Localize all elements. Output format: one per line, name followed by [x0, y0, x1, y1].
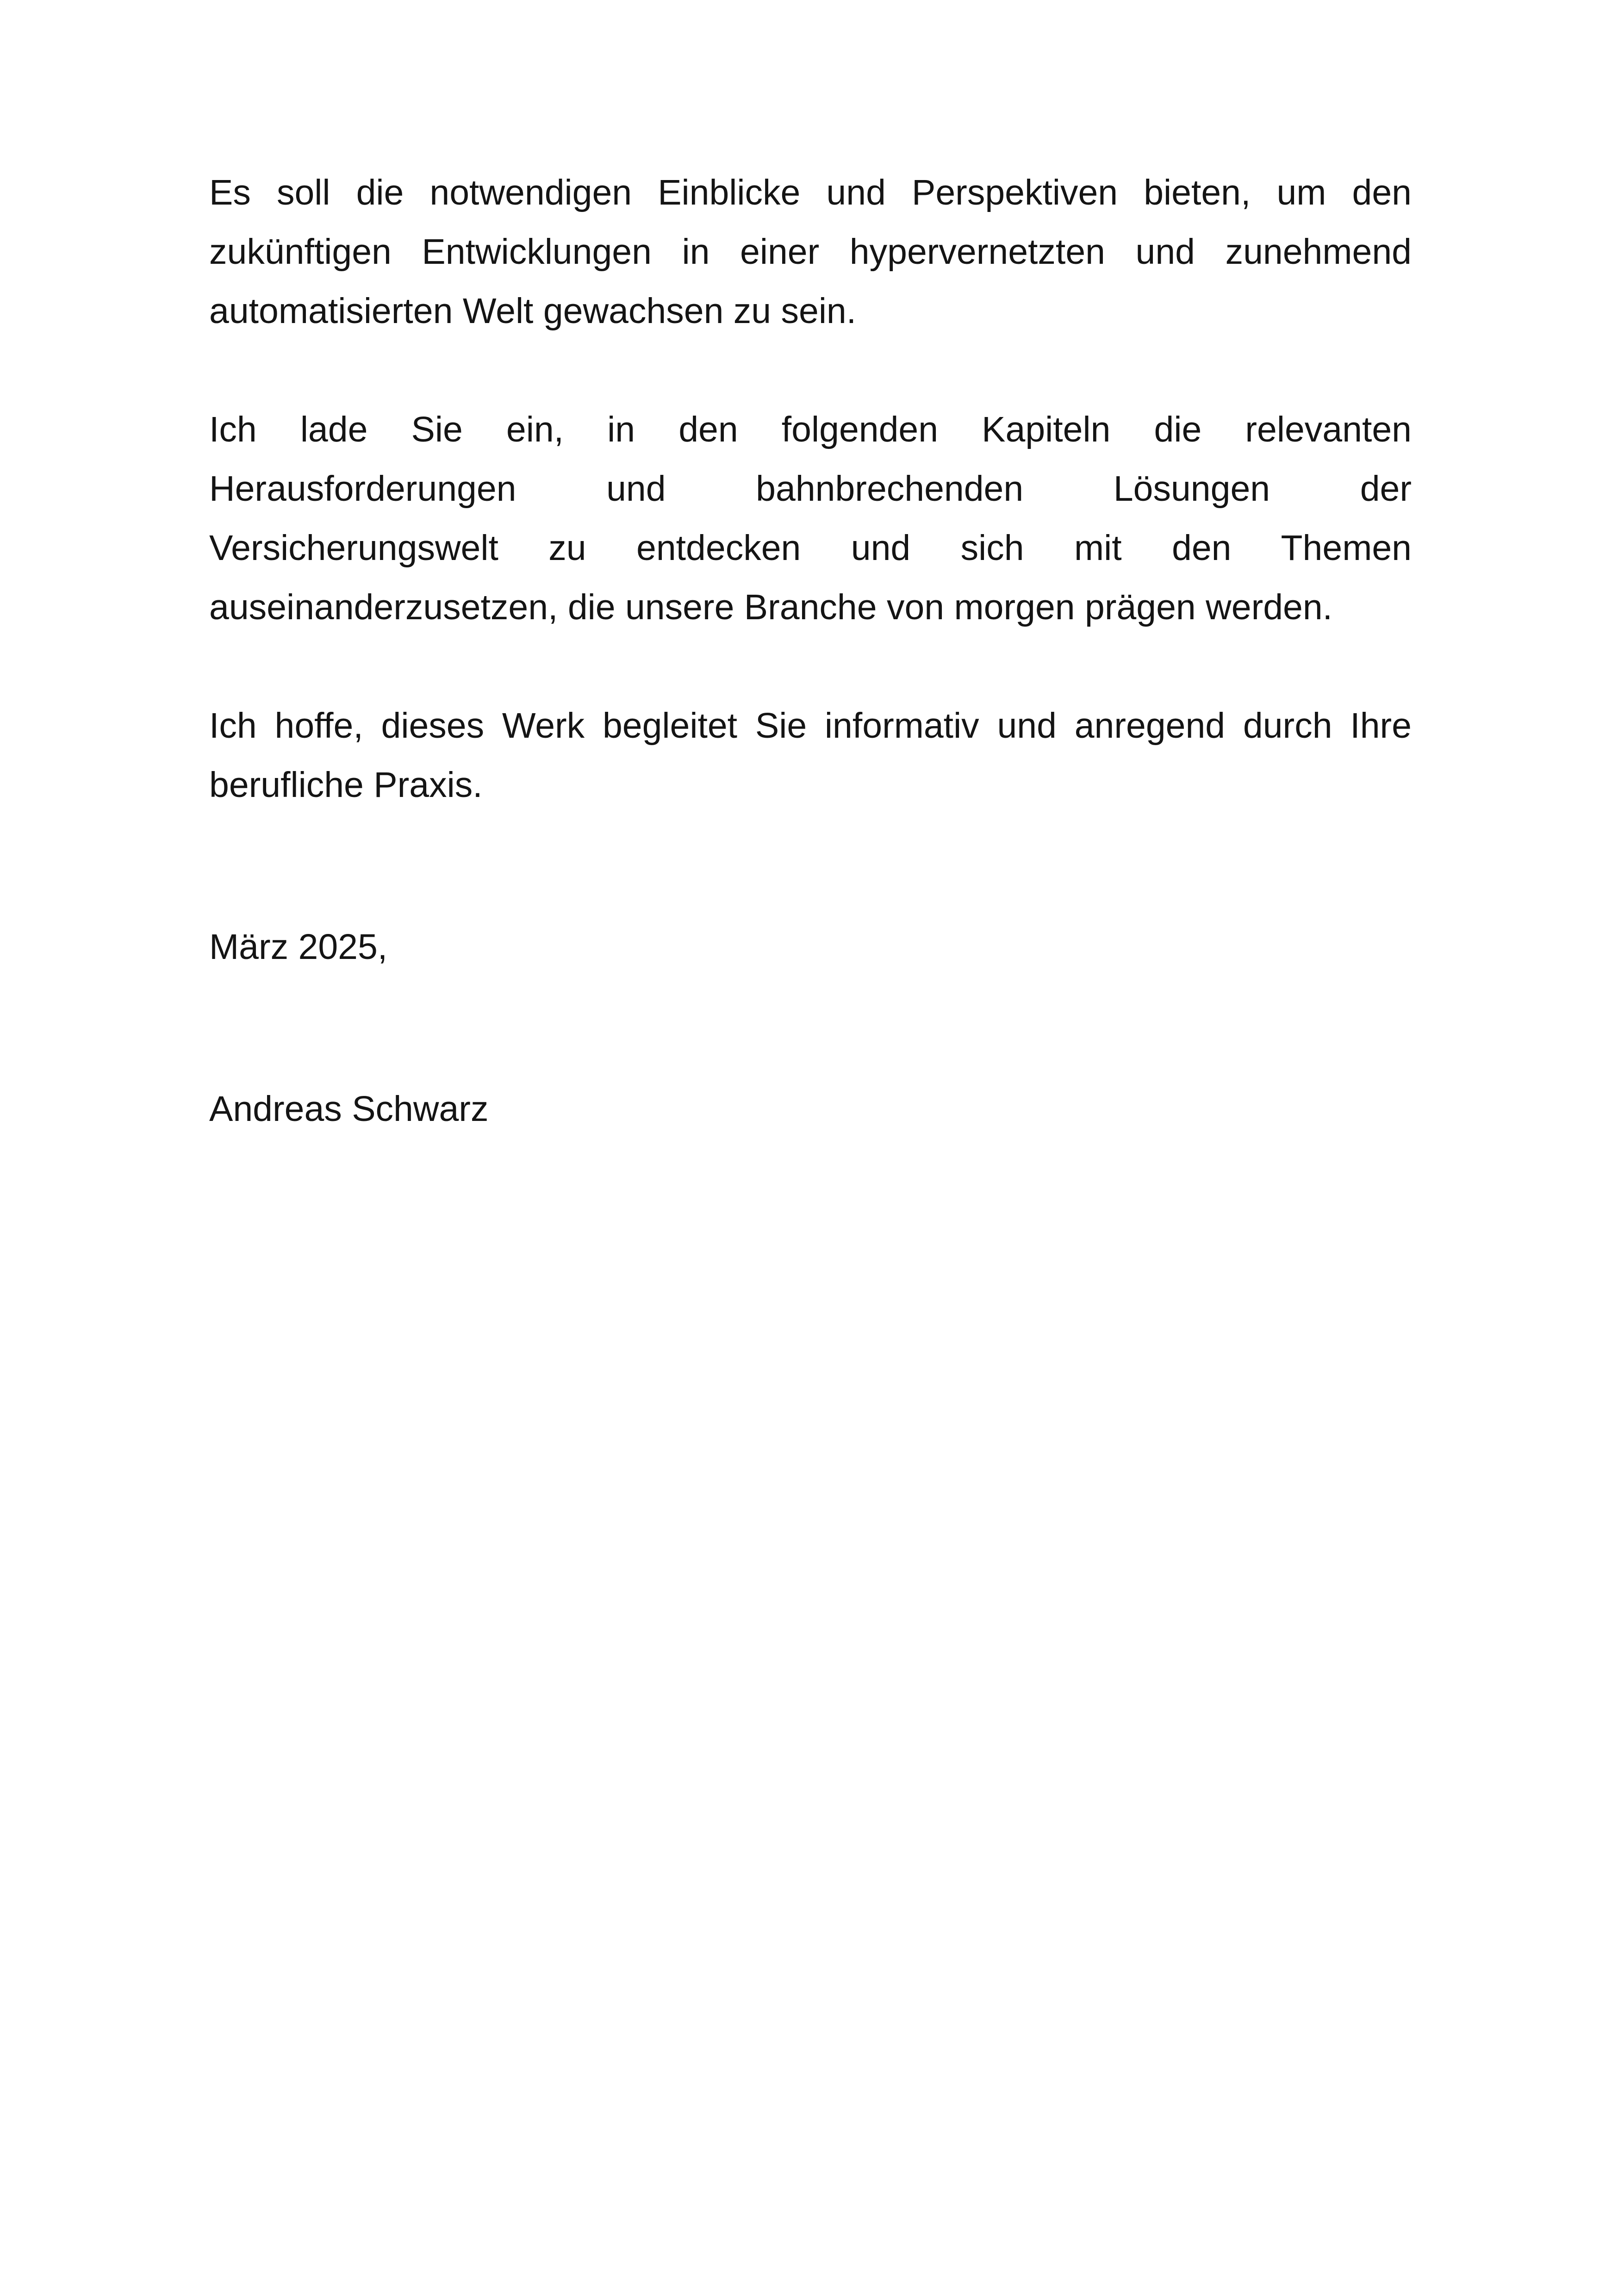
- text-line: automatisierten Welt gewachsen zu sein.: [209, 291, 857, 331]
- text-line: Herausforderungen und bahnbrechenden Lösungen der: [209, 469, 1412, 509]
- signature-block: [209, 1079, 1412, 1139]
- document-body: [209, 163, 1412, 1139]
- document-date: März 2025,: [209, 927, 388, 967]
- text-line: Ich hoffe, dieses Werk begleitet Sie informativ und anregend durch Ihre: [209, 706, 1412, 746]
- text-line: Versicherungswelt zu entdecken und sich mit den Themen: [209, 528, 1412, 568]
- author-name: Andreas Schwarz: [209, 1089, 489, 1129]
- paragraph-1: [209, 163, 1412, 341]
- text-line: auseinanderzusetzen, die unsere Branche von morgen prägen werden.: [209, 587, 1333, 627]
- text-line: berufliche Praxis.: [209, 765, 483, 805]
- paragraph-spacer: [209, 637, 1412, 696]
- text-line: Ich lade Sie ein, in den folgenden Kapiteln die relevanten: [209, 410, 1412, 449]
- paragraph-spacer: [209, 341, 1412, 400]
- paragraph-3: [209, 696, 1412, 815]
- text-line: Es soll die notwendigen Einblicke und Perspektiven bieten, um den: [209, 173, 1412, 212]
- paragraph-spacer: [209, 977, 1412, 1079]
- text-line: zukünftigen Entwicklungen in einer hypervernetzten und zunehmend: [209, 232, 1412, 272]
- paragraph-2: [209, 400, 1412, 637]
- paragraph-spacer: [209, 815, 1412, 917]
- date-line: [209, 917, 1412, 977]
